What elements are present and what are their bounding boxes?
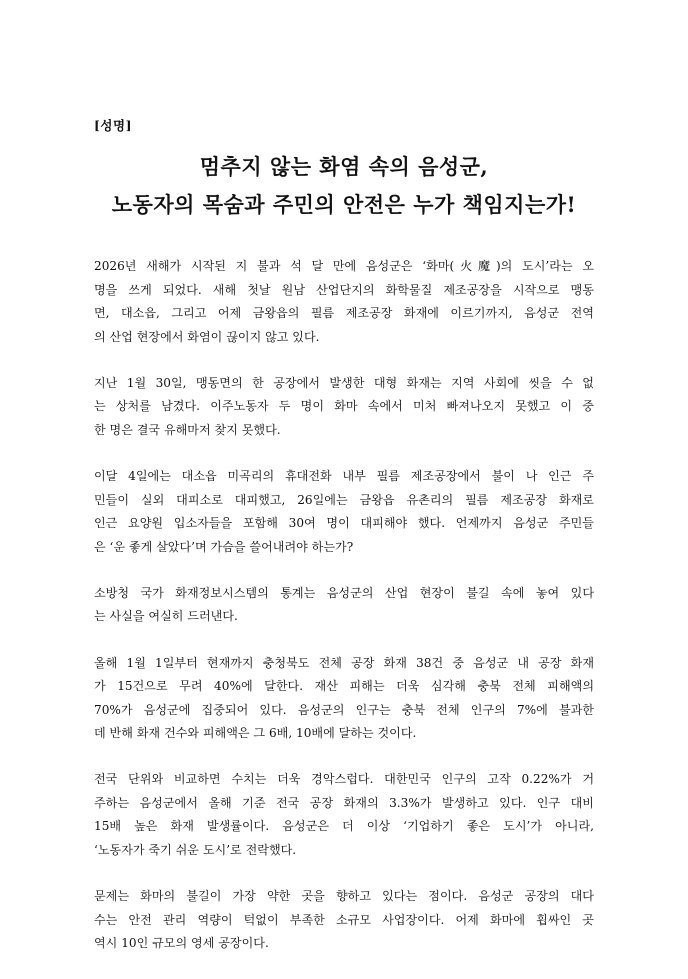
title-line: 멈추지 않는 화염 속의 음성군, bbox=[199, 154, 489, 179]
paragraph-line: 수는 안전 관리 역량이 턱없이 부족한 소규모 사업장이다. 어제 화마에 휩싸인 곳 bbox=[94, 912, 594, 927]
paragraph-line: 문제는 화마의 불길이 가장 약한 곳을 향하고 있다는 점이다. 음성군 공장의 대다 bbox=[94, 889, 594, 904]
paragraph-line: 70%가 음성군에 집중되어 있다. 음성군의 인구는 충북 전체 인구의 7%에 불과한 bbox=[94, 702, 594, 717]
paragraph-line: 가 15건으로 무려 40%에 달한다. 재산 피해는 더욱 심각해 충북 전체 피해액의 bbox=[94, 679, 594, 694]
paragraph-line: 인근 요양원 입소자들을 포함해 30여 명이 대피해야 했다. 언제까지 음성군 주민들 bbox=[94, 516, 594, 531]
paragraph-line: 올해 1월 1일부터 현재까지 충청북도 전체 공장 화재 38건 중 음성군 내 공장 화재 bbox=[94, 655, 594, 670]
paragraph-line: 민들이 실외 대피소로 대피했고, 26일에는 금왕읍 유촌리의 필름 제조공장 화재로 bbox=[94, 492, 594, 507]
paragraph-line: 면, 대소읍, 그리고 어제 금왕읍의 필름 제조공장 화재에 이르기까지, 음성군 전역 bbox=[94, 306, 594, 320]
paragraph bbox=[94, 465, 594, 559]
document-body bbox=[94, 255, 594, 979]
paragraph-line: 15배 높은 화재 발생률이다. 음성군은 더 이상 ‘기업하기 좋은 도시’가 아니라, bbox=[94, 819, 594, 834]
title-line: 노동자의 목숨과 주민의 안전은 누가 책임지는가! bbox=[111, 192, 577, 217]
paragraph-line: 전국 단위와 비교하면 수치는 더욱 경악스럽다. 대한민국 인구의 고작 0.22%가 거 bbox=[94, 772, 594, 787]
paragraph-line: 는 상처를 남겼다. 이주노동자 두 명이 화마 속에서 미처 빠져나오지 못했고 이 중 bbox=[94, 399, 594, 414]
paragraph bbox=[94, 255, 594, 349]
paragraph bbox=[94, 372, 594, 443]
paragraph-line: 소방청 국가 화재정보시스템의 통계는 음성군의 산업 현장이 불길 속에 놓여 있다 bbox=[94, 585, 594, 600]
paragraph bbox=[94, 768, 594, 862]
paragraph-line: 이달 4일에는 대소읍 미곡리의 휴대전화 내부 필름 제조공장에서 불이 나 인근 주 bbox=[94, 469, 594, 484]
paragraph-line: 데 반해 화재 건수와 피해액은 그 6배, 10배에 달하는 것이다. bbox=[94, 726, 417, 741]
paragraph-line: ‘노동자가 죽기 쉬운 도시’로 전락했다. bbox=[94, 842, 297, 857]
paragraph-line: 의 산업 현장에서 화염이 끊이지 않고 있다. bbox=[94, 329, 320, 344]
paragraph bbox=[94, 582, 594, 629]
paragraph bbox=[94, 652, 594, 746]
paragraph-line: 역시 10인 규모의 영세 공장이다. bbox=[94, 936, 269, 951]
paragraph-line: 는 사실을 여실히 드러낸다. bbox=[94, 609, 238, 624]
paragraph-line: 지난 1월 30일, 맹동면의 한 공장에서 발생한 대형 화재는 지역 사회에 씻을 수 없 bbox=[94, 375, 594, 390]
document-title bbox=[60, 148, 628, 224]
paragraph-line: 명을 쓰게 되었다. 새해 첫날 원남 산업단지의 화학물질 제조공장을 시작으로 맹동 bbox=[94, 282, 594, 297]
paragraph-line: 은 ‘운 좋게 살았다’며 가슴을 쓸어내려야 하는가? bbox=[94, 539, 354, 554]
paragraph-line: 한 명은 결국 유해마저 찾지 못했다. bbox=[94, 422, 281, 437]
paragraph-line: 주하는 음성군에서 올해 기준 전국 공장 화재의 3.3%가 발생하고 있다. 인구 대비 bbox=[94, 795, 594, 810]
paragraph bbox=[94, 885, 594, 956]
paragraph-line: 2026년 새해가 시작된 지 불과 석 달 만에 음성군은 ‘화마(火魔)의 도시’라는 오 bbox=[94, 259, 594, 273]
statement-label: [성명] bbox=[94, 118, 132, 133]
